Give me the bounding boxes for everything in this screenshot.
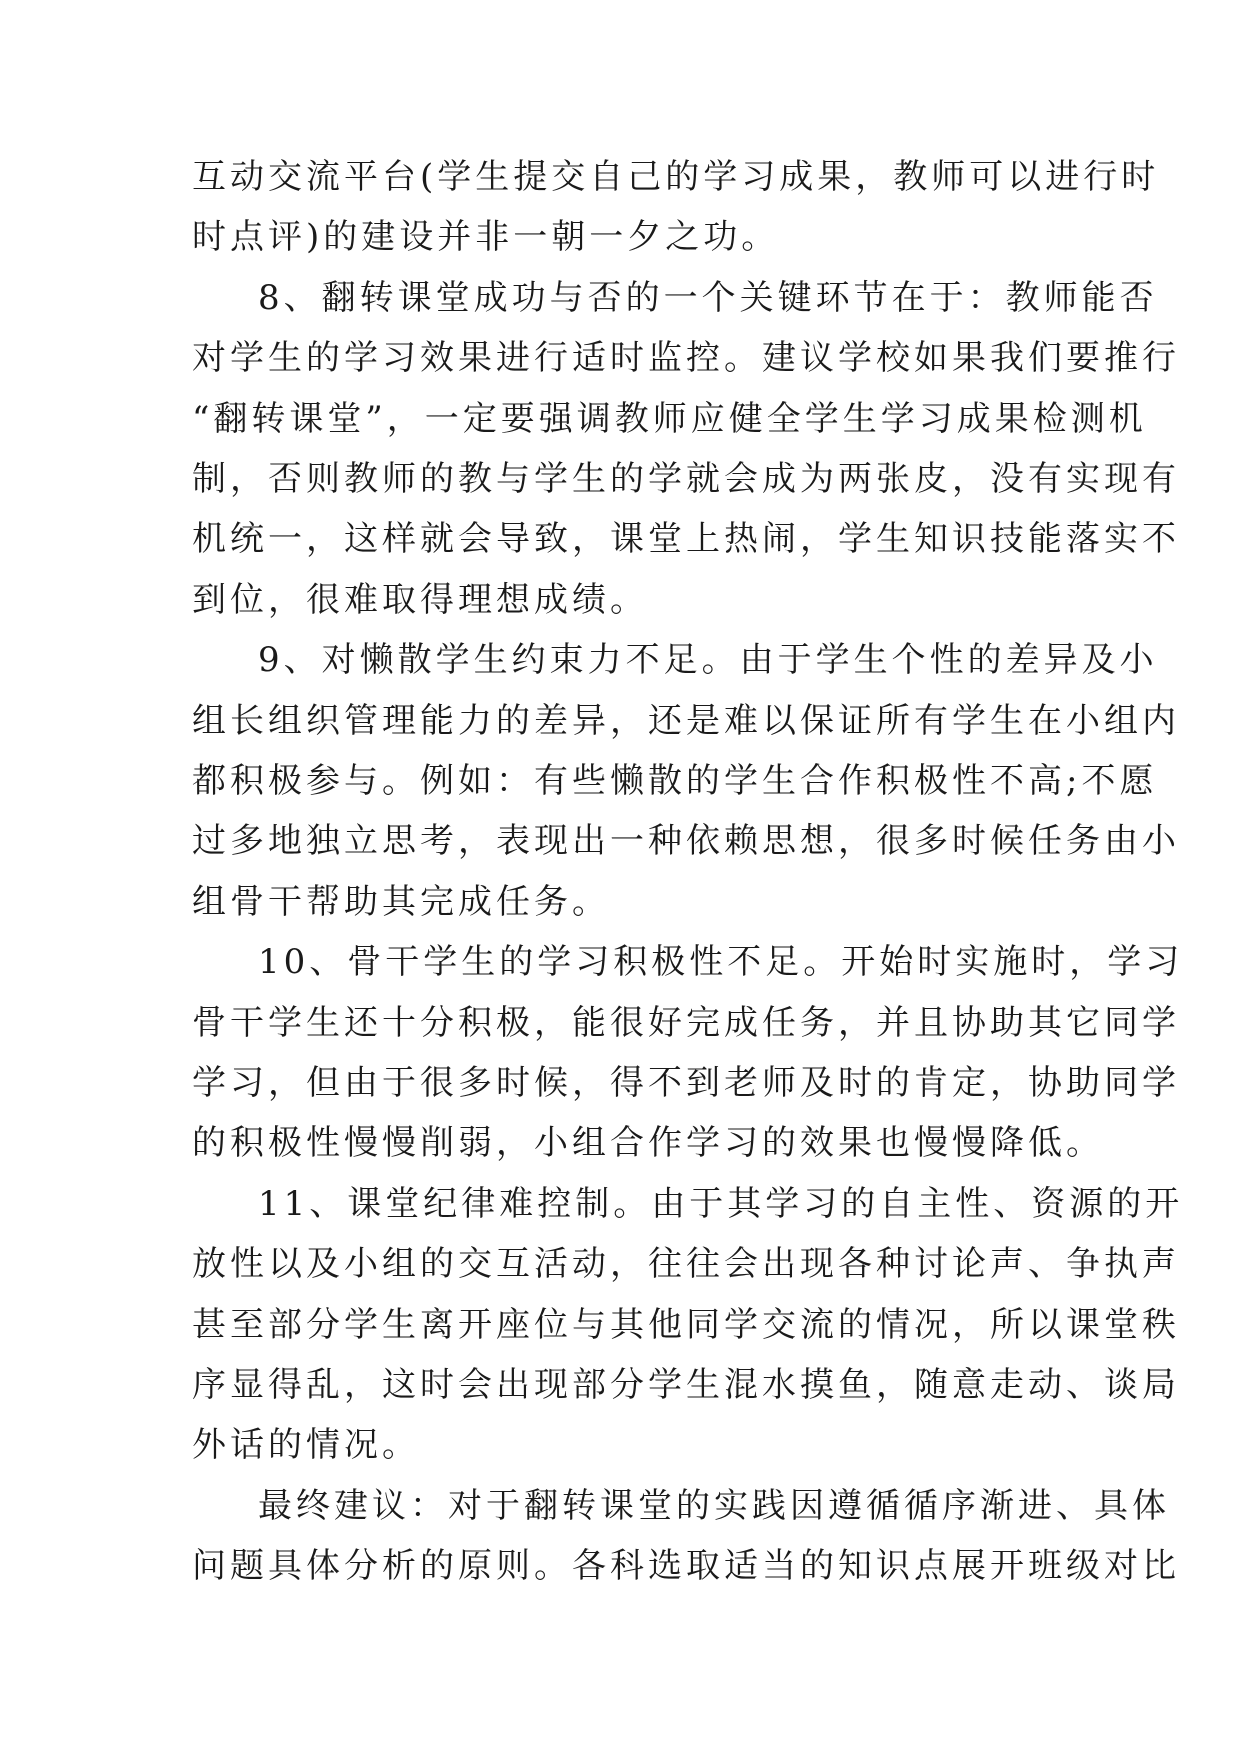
paragraph-first-line: 11、课堂纪律难控制。由于其学习的自主性、资源的开 — [258, 1183, 1184, 1224]
text-line: 互动交流平台(学生提交自己的学习成果，教师可以进行时 — [192, 157, 1160, 197]
text-line: 骨干学生还十分积极，能很好完成任务，并且协助其它同学 — [192, 1002, 1180, 1043]
text-line: “翻转课堂”，一定要强调教师应健全学生学习成果检测机 — [192, 398, 1147, 439]
text-line: 甚至部分学生离开座位与其他同学交流的情况，所以课堂秩 — [192, 1304, 1180, 1345]
text-line: 外话的情况。 — [192, 1425, 420, 1466]
text-line: 组长组织管理能力的差异，还是难以保证所有学生在小组内 — [192, 700, 1180, 741]
text-line: 机统一，这样就会导致，课堂上热闹，学生知识技能落实不 — [192, 519, 1180, 560]
paragraph-first-line: 9、对懒散学生约束力不足。由于学生个性的差异及小 — [258, 640, 1158, 681]
text-line: 问题具体分析的原则。各科选取适当的知识点展开班级对比 — [192, 1546, 1180, 1587]
text-line: 组骨干帮助其完成任务。 — [192, 881, 610, 922]
paragraph-first-line: 10、骨干学生的学习积极性不足。开始时实施时，学习 — [258, 942, 1184, 983]
text-line: 到位，很难取得理想成绩。 — [192, 579, 648, 620]
paragraph-first-line: 最终建议：对于翻转课堂的实践因遵循循序渐进、具体 — [258, 1485, 1170, 1526]
text-line: 都积极参与。例如：有些懒散的学生合作积极性不高;不愿 — [192, 761, 1158, 801]
text-line: 对学生的学习效果进行适时监控。建议学校如果我们要推行 — [192, 338, 1180, 379]
text-line: 放性以及小组的交互活动，往往会出现各种讨论声、争执声 — [192, 1244, 1180, 1285]
text-line: 的积极性慢慢削弱，小组合作学习的效果也慢慢降低。 — [192, 1123, 1104, 1164]
paragraph-first-line: 8、翻转课堂成功与否的一个关键环节在于：教师能否 — [258, 277, 1158, 318]
text-line: 学习，但由于很多时候，得不到老师及时的肯定，协助同学 — [192, 1063, 1180, 1103]
text-line: 制，否则教师的教与学生的学就会成为两张皮，没有实现有 — [192, 459, 1180, 499]
text-line: 时点评)的建设并非一朝一夕之功。 — [192, 217, 780, 258]
text-line: 序显得乱，这时会出现部分学生混水摸鱼，随意走动、谈局 — [192, 1365, 1180, 1405]
text-line: 过多地独立思考，表现出一种依赖思想，很多时候任务由小 — [192, 821, 1180, 862]
